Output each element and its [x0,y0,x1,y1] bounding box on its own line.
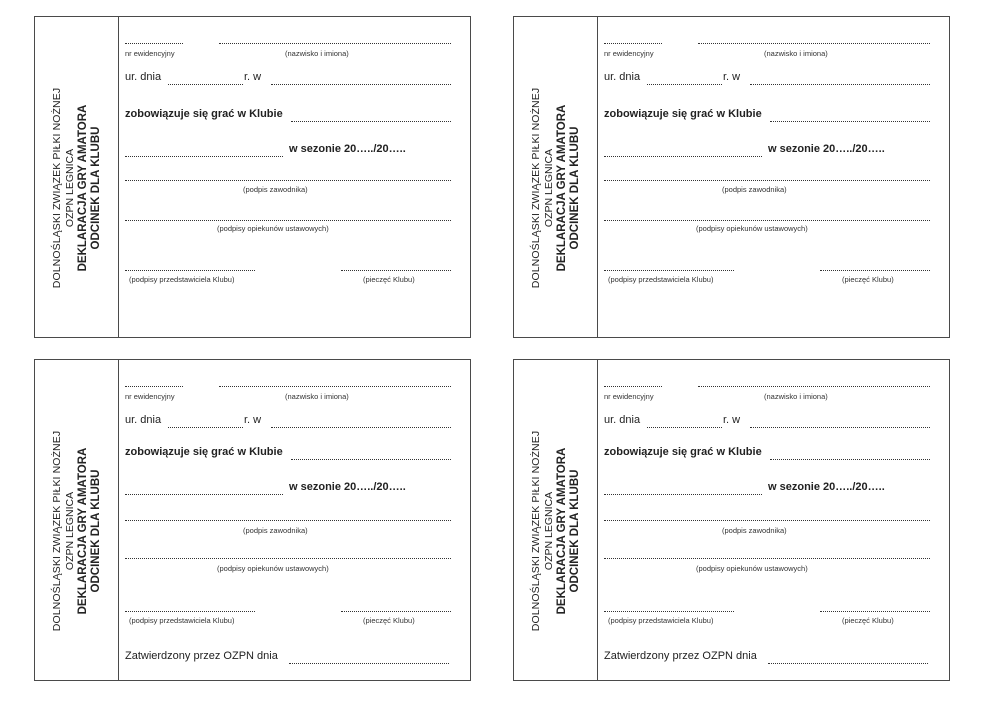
full-name-label: (nazwisko i imiona) [764,49,828,58]
form-subtitle: ODCINEK DLA KLUBU [90,126,102,250]
player-signature-field[interactable] [604,520,930,521]
full-name-label: (nazwisko i imiona) [285,392,349,401]
season-label: w sezonie 20…../20….. [768,481,885,493]
birth-place-label: r. w [244,71,262,83]
club-representative-label: (podpisy przedstawiciela Klubu) [129,275,235,284]
registration-number-label: nr ewidencyjny [125,49,175,58]
club-representative-label: (podpisy przedstawiciela Klubu) [608,616,714,625]
season-label: w sezonie 20…../20….. [289,143,406,155]
form-title: DEKLARACJA GRY AMATORA [77,104,89,272]
club-representative-signature-field[interactable] [604,270,734,271]
club-representative-signature-field[interactable] [125,611,255,612]
birth-place-field[interactable] [271,427,451,428]
birth-date-field[interactable] [647,427,722,428]
registration-number-label: nr ewidencyjny [125,392,175,401]
birth-place-field[interactable] [750,427,930,428]
card-side-header [35,360,119,680]
club-name-field[interactable] [770,459,930,460]
ozpn-approval-date-field[interactable] [768,663,928,664]
club-stamp-label: (pieczęć Klubu) [842,616,894,625]
declaration-card [513,16,950,338]
birth-place-field[interactable] [271,84,451,85]
club-stamp-field[interactable] [341,270,451,271]
guardians-signature-label: (podpisy opiekunów ustawowych) [217,564,329,573]
card-side-header [514,360,598,680]
card-form-area [119,360,470,680]
season-label: w sezonie 20…../20….. [289,481,406,493]
club-stamp-field[interactable] [341,611,451,612]
declaration-card [513,359,950,681]
club-name-continuation-field[interactable] [125,156,283,157]
organization-name: DOLNOŚLĄSKI ZWIĄZEK PIŁKI NOŻNEJ [51,430,63,632]
birth-place-field[interactable] [750,84,930,85]
club-representative-signature-field[interactable] [604,611,734,612]
form-title: DEKLARACJA GRY AMATORA [556,447,568,615]
club-commitment-label: zobowiązuje się grać w Klubie [604,446,762,458]
card-side-header [35,17,119,337]
full-name-field[interactable] [219,43,451,44]
club-commitment-label: zobowiązuje się grać w Klubie [604,108,762,120]
ozpn-approval-date-field[interactable] [289,663,449,664]
club-representative-label: (podpisy przedstawiciela Klubu) [608,275,714,284]
player-signature-label: (podpis zawodnika) [722,526,787,535]
birth-place-label: r. w [723,71,741,83]
ozpn-approval-label: Zatwierdzony przez OZPN dnia [604,650,757,662]
organization-unit: OZPN LEGNICA [64,491,76,571]
player-signature-label: (podpis zawodnika) [722,185,787,194]
season-label: w sezonie 20…../20….. [768,143,885,155]
player-signature-field[interactable] [125,180,451,181]
birth-place-label: r. w [723,414,741,426]
birth-date-field[interactable] [647,84,722,85]
guardians-signature-label: (podpisy opiekunów ustawowych) [217,224,329,233]
player-signature-label: (podpis zawodnika) [243,526,308,535]
organization-name: DOLNOŚLĄSKI ZWIĄZEK PIŁKI NOŻNEJ [530,87,542,289]
form-subtitle: ODCINEK DLA KLUBU [569,126,581,250]
organization-unit: OZPN LEGNICA [64,148,76,228]
club-name-continuation-field[interactable] [604,494,762,495]
club-commitment-label: zobowiązuje się grać w Klubie [125,446,283,458]
club-name-continuation-field[interactable] [604,156,762,157]
card-side-header [514,17,598,337]
card-form-area [598,17,949,337]
declaration-card [34,16,471,338]
birth-date-label: ur. dnia [604,71,641,83]
club-stamp-label: (pieczęć Klubu) [842,275,894,284]
full-name-field[interactable] [698,43,930,44]
club-stamp-field[interactable] [820,270,930,271]
organization-unit: OZPN LEGNICA [543,491,555,571]
guardians-signature-field[interactable] [604,220,930,221]
full-name-field[interactable] [698,386,930,387]
organization-name: DOLNOŚLĄSKI ZWIĄZEK PIŁKI NOŻNEJ [530,430,542,632]
club-representative-label: (podpisy przedstawiciela Klubu) [129,616,235,625]
registration-number-label: nr ewidencyjny [604,49,654,58]
club-stamp-label: (pieczęć Klubu) [363,616,415,625]
registration-number-field[interactable] [125,43,183,44]
player-signature-field[interactable] [604,180,930,181]
club-name-field[interactable] [291,121,451,122]
birth-date-field[interactable] [168,427,243,428]
declaration-card [34,359,471,681]
guardians-signature-field[interactable] [125,220,451,221]
full-name-field[interactable] [219,386,451,387]
club-name-field[interactable] [770,121,930,122]
club-representative-signature-field[interactable] [125,270,255,271]
registration-number-label: nr ewidencyjny [604,392,654,401]
birth-date-label: ur. dnia [604,414,641,426]
organization-name: DOLNOŚLĄSKI ZWIĄZEK PIŁKI NOŻNEJ [51,87,63,289]
form-title: DEKLARACJA GRY AMATORA [556,104,568,272]
ozpn-approval-label: Zatwierdzony przez OZPN dnia [125,650,278,662]
player-signature-field[interactable] [125,520,451,521]
birth-place-label: r. w [244,414,262,426]
registration-number-field[interactable] [125,386,183,387]
registration-number-field[interactable] [604,386,662,387]
guardians-signature-label: (podpisy opiekunów ustawowych) [696,224,808,233]
registration-number-field[interactable] [604,43,662,44]
card-form-area [598,360,949,680]
guardians-signature-field[interactable] [604,558,930,559]
organization-unit: OZPN LEGNICA [543,148,555,228]
club-name-field[interactable] [291,459,451,460]
birth-date-label: ur. dnia [125,414,162,426]
guardians-signature-field[interactable] [125,558,451,559]
form-title: DEKLARACJA GRY AMATORA [77,447,89,615]
player-signature-label: (podpis zawodnika) [243,185,308,194]
birth-date-field[interactable] [168,84,243,85]
form-subtitle: ODCINEK DLA KLUBU [569,469,581,593]
club-stamp-label: (pieczęć Klubu) [363,275,415,284]
club-commitment-label: zobowiązuje się grać w Klubie [125,108,283,120]
club-stamp-field[interactable] [820,611,930,612]
full-name-label: (nazwisko i imiona) [285,49,349,58]
birth-date-label: ur. dnia [125,71,162,83]
card-form-area [119,17,470,337]
full-name-label: (nazwisko i imiona) [764,392,828,401]
club-name-continuation-field[interactable] [125,494,283,495]
form-subtitle: ODCINEK DLA KLUBU [90,469,102,593]
guardians-signature-label: (podpisy opiekunów ustawowych) [696,564,808,573]
